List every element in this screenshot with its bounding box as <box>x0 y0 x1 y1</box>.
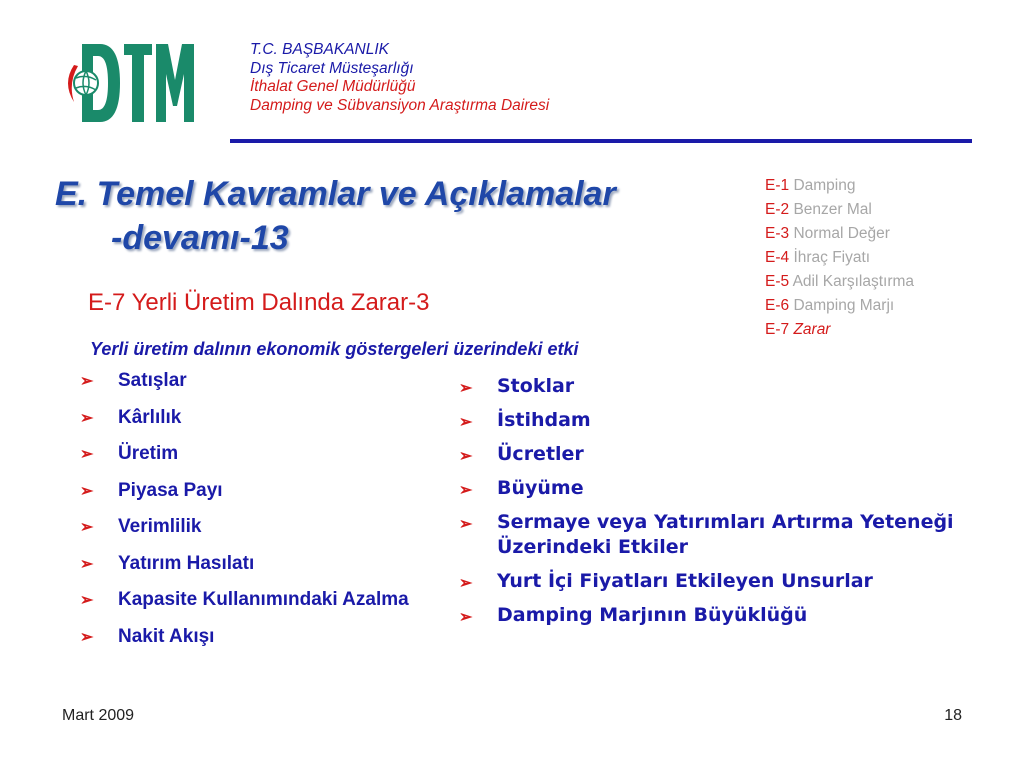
list-item <box>459 569 999 594</box>
list-item-text: Damping Marjının Büyüklüğü <box>497 604 808 626</box>
slide-title-line1: E. Temel Kavramlar ve Açıklamalar <box>55 175 616 213</box>
list-item-text: Sermaye veya Yatırımları Artırma Yeteneği Üzerindeki Etkiler <box>497 511 954 558</box>
list-item-text: Verimlilik <box>118 516 202 537</box>
arrow-bullet-icon: ➢ <box>459 516 473 533</box>
section-heading: E-7 Yerli Üretim Dalında Zarar-3 <box>88 289 430 316</box>
org-line-directorate: İthalat Genel Müdürlüğü <box>250 78 416 95</box>
nav-label: Normal Değer <box>793 225 890 242</box>
arrow-bullet-icon: ➢ <box>459 609 473 626</box>
arrow-bullet-icon: ➢ <box>80 592 94 609</box>
org-line-undersecretariat: Dış Ticaret Müsteşarlığı <box>250 59 414 77</box>
dtm-logo-mark <box>64 40 194 126</box>
nav-code: E-2 <box>765 201 790 218</box>
nav-item-zarar[interactable] <box>765 318 914 342</box>
footer-date: Mart 2009 <box>62 707 135 724</box>
arrow-bullet-icon: ➢ <box>459 575 473 592</box>
arrow-bullet-icon: ➢ <box>459 482 473 499</box>
list-item-text: Piyasa Payı <box>118 479 223 501</box>
arrow-bullet-icon: ➢ <box>459 414 473 431</box>
nav-item-damping-marji[interactable] <box>765 294 914 318</box>
list-item-text: Stoklar <box>497 375 575 397</box>
nav-code: E-1 <box>765 177 790 194</box>
nav-label: Benzer Mal <box>793 201 872 218</box>
header-divider <box>230 139 972 143</box>
nav-label: Adil Karşılaştırma <box>792 273 915 290</box>
list-item <box>80 625 440 649</box>
arrow-bullet-icon: ➢ <box>459 448 473 465</box>
list-item <box>80 515 440 539</box>
slide-title <box>55 172 735 260</box>
nav-item-ihrac-fiyati[interactable] <box>765 246 914 270</box>
section-subheading: Yerli üretim dalının ekonomik göstergeleri üzerindeki etki <box>90 339 579 359</box>
list-item <box>80 442 440 466</box>
nav-label: Damping Marjı <box>793 297 895 314</box>
nav-item-benzer-mal[interactable] <box>765 198 914 222</box>
list-item <box>80 369 440 393</box>
list-item-text: Nakit Akışı <box>118 625 215 647</box>
list-item-text: Kapasite Kullanımındaki Azalma <box>118 589 409 610</box>
list-item-text: İstihdam <box>497 409 591 431</box>
list-item <box>459 476 999 501</box>
list-item <box>80 552 440 576</box>
page-number: 18 <box>944 707 962 724</box>
list-item-text: Büyüme <box>497 477 584 499</box>
nav-label: İhraç Fiyatı <box>793 249 871 266</box>
nav-label: Zarar <box>793 321 831 338</box>
nav-code: E-5 <box>765 273 790 290</box>
nav-label: Damping <box>793 177 856 194</box>
nav-item-damping[interactable] <box>765 174 914 198</box>
arrow-bullet-icon: ➢ <box>80 519 94 536</box>
list-item <box>459 374 999 399</box>
nav-code: E-7 <box>765 321 790 338</box>
nav-code: E-4 <box>765 249 790 266</box>
list-item-text: Kârlılık <box>118 406 182 428</box>
org-line-department: Damping ve Sübvansiyon Araştırma Dairesi <box>250 96 550 114</box>
list-item-text: Satışlar <box>118 370 187 391</box>
indicator-list-left <box>80 369 440 661</box>
list-item <box>459 408 999 433</box>
dtm-logo <box>64 40 194 126</box>
list-item <box>80 406 440 430</box>
topic-nav <box>765 174 914 342</box>
list-item-text: Yatırım Hasılatı <box>118 552 255 574</box>
nav-code: E-6 <box>765 297 790 314</box>
nav-item-normal-deger[interactable] <box>765 222 914 246</box>
organization-header <box>250 41 549 115</box>
list-item <box>80 588 440 612</box>
list-item-text: Yurt İçi Fiyatları Etkileyen Unsurlar <box>497 570 873 592</box>
list-item-text: Üretim <box>118 443 179 464</box>
nav-code: E-3 <box>765 225 790 242</box>
list-item <box>459 603 999 628</box>
arrow-bullet-icon: ➢ <box>80 409 94 427</box>
list-item <box>459 510 999 560</box>
arrow-bullet-icon: ➢ <box>80 373 94 390</box>
org-line-ministry: T.C. BAŞBAKANLIK <box>250 41 389 58</box>
list-item <box>459 442 999 467</box>
arrow-bullet-icon: ➢ <box>80 555 94 573</box>
slide-title-line2: -devamı-13 <box>111 219 289 257</box>
list-item-text: Ücretler <box>497 443 584 465</box>
arrow-bullet-icon: ➢ <box>80 446 94 463</box>
indicator-list-right <box>459 374 999 637</box>
arrow-bullet-icon: ➢ <box>459 380 473 397</box>
nav-item-adil-karsilastirma[interactable] <box>765 270 914 294</box>
arrow-bullet-icon: ➢ <box>80 628 94 646</box>
list-item <box>80 479 440 503</box>
arrow-bullet-icon: ➢ <box>80 482 94 500</box>
